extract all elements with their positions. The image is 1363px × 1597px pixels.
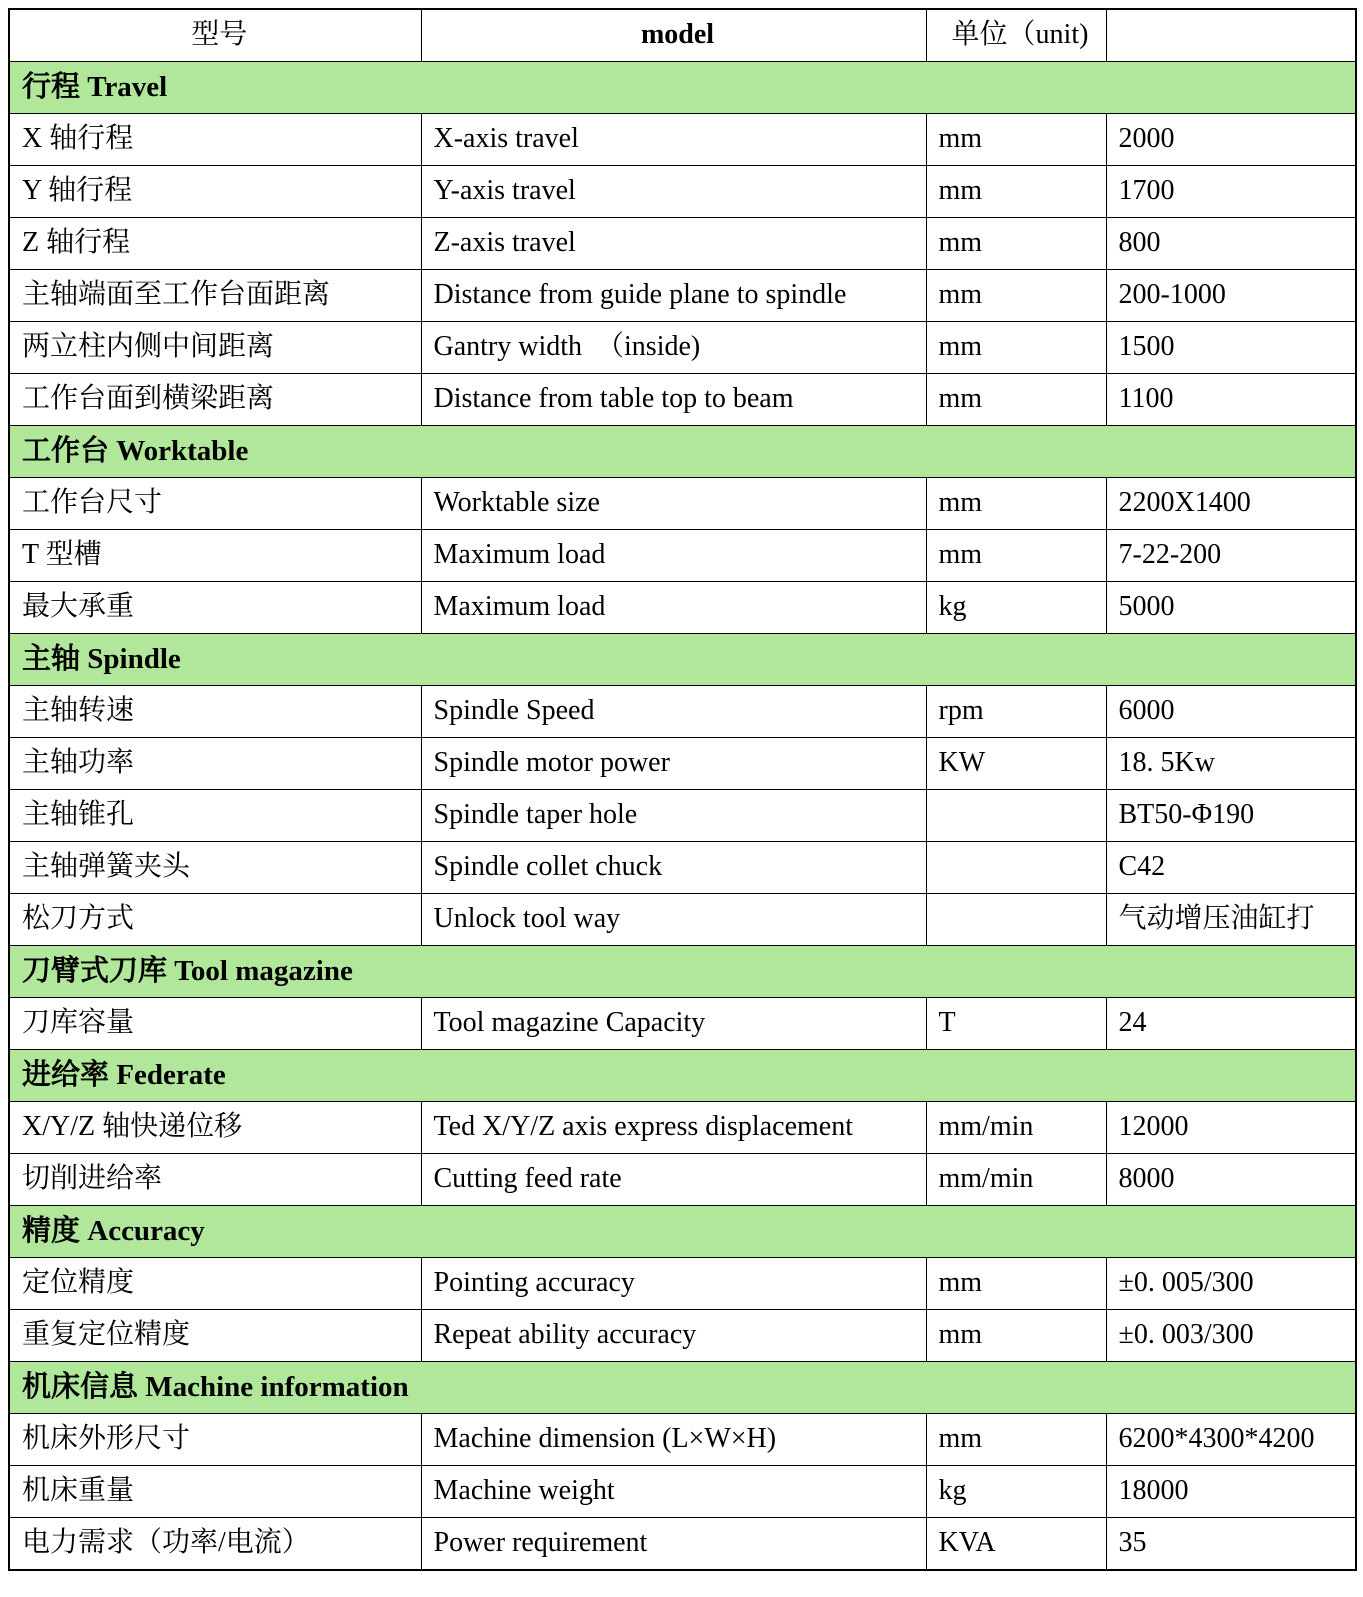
spec-name-cn-cell: 机床外形尺寸 [9,1414,421,1466]
spec-name-cn-cell: X 轴行程 [9,114,421,166]
spec-name-cn-cell: 主轴功率 [9,738,421,790]
header-empty-cell [1106,9,1356,62]
spec-unit-cell: mm [926,114,1106,166]
spec-row [9,738,1356,790]
spec-unit-cell [926,842,1106,894]
section-header-row [9,1206,1356,1258]
spec-name-en-cell: Maximum load [421,530,926,582]
spec-unit-cell: mm [926,374,1106,426]
spec-name-cn-cell: T 型槽 [9,530,421,582]
spec-row [9,166,1356,218]
spec-row [9,894,1356,946]
spec-row [9,270,1356,322]
spec-unit-cell: mm [926,1414,1106,1466]
spec-unit-cell [926,894,1106,946]
section-header-row [9,1050,1356,1102]
spec-row [9,790,1356,842]
spec-name-en-cell: Maximum load [421,582,926,634]
section-title: 精度 Accuracy [9,1206,1356,1258]
spec-unit-cell: T [926,998,1106,1050]
spec-name-en-cell: Gantry width （inside) [421,322,926,374]
spec-value-cell: 气动增压油缸打 [1106,894,1356,946]
spec-unit-cell: mm [926,1310,1106,1362]
spec-name-cn-cell: 两立柱内侧中间距离 [9,322,421,374]
spec-row [9,478,1356,530]
spec-name-en-cell: Spindle motor power [421,738,926,790]
spec-row [9,322,1356,374]
spec-value-cell: 6200*4300*4200 [1106,1414,1356,1466]
spec-value-cell: 5000 [1106,582,1356,634]
spec-value-cell: 1700 [1106,166,1356,218]
spec-name-en-cell: Distance from table top to beam [421,374,926,426]
spec-name-en-cell: Z-axis travel [421,218,926,270]
spec-row [9,1258,1356,1310]
spec-row [9,582,1356,634]
spec-value-cell: 24 [1106,998,1356,1050]
spec-value-cell: BT50-Φ190 [1106,790,1356,842]
spec-name-en-cell: X-axis travel [421,114,926,166]
spec-name-cn-cell: 工作台尺寸 [9,478,421,530]
spec-name-cn-cell: 主轴端面至工作台面距离 [9,270,421,322]
spec-row [9,842,1356,894]
spec-name-cn-cell: 重复定位精度 [9,1310,421,1362]
spec-row [9,1102,1356,1154]
spec-unit-cell: mm [926,166,1106,218]
spec-value-cell: ±0. 003/300 [1106,1310,1356,1362]
spec-name-en-cell: Unlock tool way [421,894,926,946]
section-title: 行程 Travel [9,62,1356,114]
spec-name-cn-cell: 主轴转速 [9,686,421,738]
section-title: 进给率 Federate [9,1050,1356,1102]
spec-value-cell: 12000 [1106,1102,1356,1154]
spec-row [9,374,1356,426]
spec-name-en-cell: Spindle Speed [421,686,926,738]
spec-value-cell: 35 [1106,1518,1356,1571]
spec-unit-cell: mm [926,530,1106,582]
spec-unit-cell: mm [926,218,1106,270]
spec-name-cn-cell: X/Y/Z 轴快递位移 [9,1102,421,1154]
spec-name-cn-cell: 主轴锥孔 [9,790,421,842]
spec-value-cell: 7-22-200 [1106,530,1356,582]
spec-unit-cell: mm [926,322,1106,374]
spec-name-en-cell: Worktable size [421,478,926,530]
section-header-row [9,426,1356,478]
spec-row [9,1466,1356,1518]
spec-value-cell: 18. 5Kw [1106,738,1356,790]
section-title: 工作台 Worktable [9,426,1356,478]
spec-value-cell: 200-1000 [1106,270,1356,322]
spec-value-cell: 2200X1400 [1106,478,1356,530]
spec-row [9,686,1356,738]
spec-value-cell: 1100 [1106,374,1356,426]
spec-unit-cell: mm [926,478,1106,530]
spec-name-cn-cell: 主轴弹簧夹头 [9,842,421,894]
spec-name-en-cell: Ted X/Y/Z axis express displacement [421,1102,926,1154]
spec-name-en-cell: Spindle taper hole [421,790,926,842]
spec-name-en-cell: Pointing accuracy [421,1258,926,1310]
spec-row [9,1518,1356,1571]
section-title: 机床信息 Machine information [9,1362,1356,1414]
section-header-row [9,62,1356,114]
spec-unit-cell [926,790,1106,842]
section-header-row [9,1362,1356,1414]
spec-row [9,1414,1356,1466]
spec-name-cn-cell: 松刀方式 [9,894,421,946]
spec-name-cn-cell: 电力需求（功率/电流） [9,1518,421,1571]
spec-unit-cell: mm/min [926,1154,1106,1206]
spec-name-en-cell: Spindle collet chuck [421,842,926,894]
spec-name-en-cell: Tool magazine Capacity [421,998,926,1050]
spec-name-en-cell: Y-axis travel [421,166,926,218]
spec-value-cell: 800 [1106,218,1356,270]
spec-table [8,8,1357,1571]
spec-value-cell: 2000 [1106,114,1356,166]
section-title: 刀臂式刀库 Tool magazine [9,946,1356,998]
spec-name-cn-cell: 工作台面到横梁距离 [9,374,421,426]
spec-name-cn-cell: 刀库容量 [9,998,421,1050]
header-unit-label: 单位（unit) [926,9,1106,62]
spec-unit-cell: mm [926,1258,1106,1310]
spec-name-en-cell: Machine dimension (L×W×H) [421,1414,926,1466]
section-header-row [9,946,1356,998]
spec-value-cell: ±0. 005/300 [1106,1258,1356,1310]
spec-unit-cell: mm [926,270,1106,322]
spec-name-en-cell: Power requirement [421,1518,926,1571]
table-header-row [9,9,1356,62]
spec-value-cell: C42 [1106,842,1356,894]
spec-row [9,530,1356,582]
spec-row [9,998,1356,1050]
header-model-en: model [421,9,926,62]
spec-unit-cell: kg [926,582,1106,634]
spec-value-cell: 1500 [1106,322,1356,374]
spec-unit-cell: kg [926,1466,1106,1518]
spec-unit-cell: KVA [926,1518,1106,1571]
spec-name-cn-cell: 机床重量 [9,1466,421,1518]
spec-unit-cell: mm/min [926,1102,1106,1154]
spec-unit-cell: rpm [926,686,1106,738]
spec-name-cn-cell: Y 轴行程 [9,166,421,218]
spec-unit-cell: KW [926,738,1106,790]
spec-name-en-cell: Machine weight [421,1466,926,1518]
spec-name-cn-cell: 定位精度 [9,1258,421,1310]
spec-name-cn-cell: Z 轴行程 [9,218,421,270]
header-model-cn: 型号 [9,9,421,62]
spec-row [9,114,1356,166]
section-title: 主轴 Spindle [9,634,1356,686]
spec-value-cell: 6000 [1106,686,1356,738]
spec-name-en-cell: Distance from guide plane to spindle [421,270,926,322]
spec-row [9,218,1356,270]
spec-row [9,1310,1356,1362]
section-header-row [9,634,1356,686]
spec-table-body [9,9,1356,1570]
spec-value-cell: 8000 [1106,1154,1356,1206]
spec-name-en-cell: Cutting feed rate [421,1154,926,1206]
spec-row [9,1154,1356,1206]
spec-name-cn-cell: 最大承重 [9,582,421,634]
spec-name-en-cell: Repeat ability accuracy [421,1310,926,1362]
spec-name-cn-cell: 切削进给率 [9,1154,421,1206]
spec-value-cell: 18000 [1106,1466,1356,1518]
